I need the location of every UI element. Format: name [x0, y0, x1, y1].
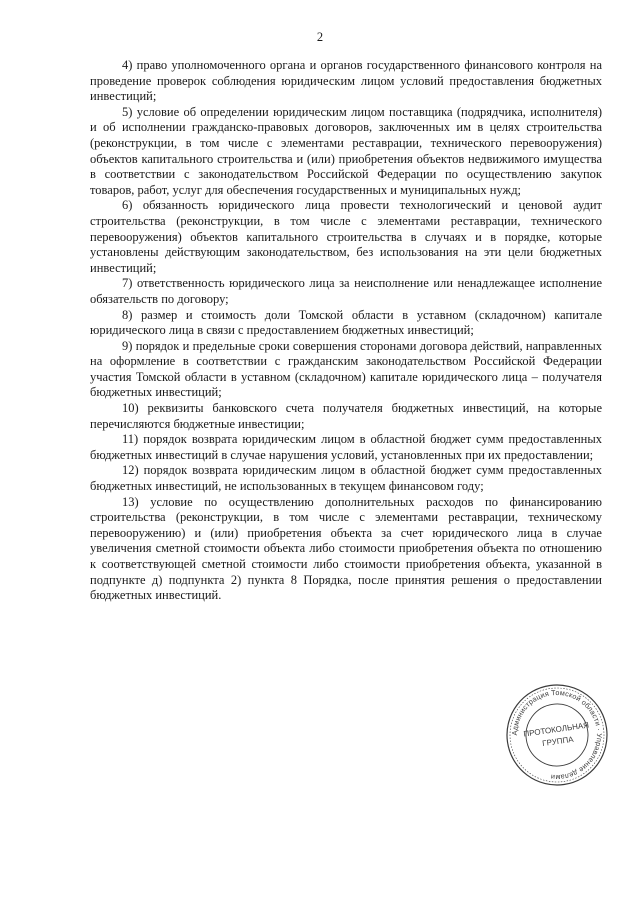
document-body [90, 58, 602, 604]
list-item: 7) ответственность юридического лица за неисполнение или ненадлежащее исполнение обязательств по договору; [90, 276, 602, 306]
list-item: 8) размер и стоимость доли Томской области в уставном (складочном) капитале юридического лица в связи с предоставлением бюджетных инвестиций; [90, 307, 602, 338]
official-stamp-seal [502, 680, 612, 790]
list-item: 9) порядок и предельные сроки совершения сторонами договора действий, направленных на оформление в соответствии с гражданским законодательством Российской Федерации участия Томской области в уставном (складочном) капитале юридического лица – получателя бюджетных инвестиций; [90, 338, 602, 400]
list-item: 5) условие об определении юридическим лицом поставщика (подрядчика, исполнителя) и об исполнении гражданско-правовых договоров, заключенных им в целях строительства (реконструкции, в том числе с элементами реставрации, технического перевооружения) объектов капитального строительства и (или) приобретения объектов недвижимого имущества в соответствии с законодательством Российской Федерации по осуществлению закупок товаров, работ, услуг для обеспечения государственных и муниципальных нужд; [90, 104, 602, 197]
list-item: 13) условие по осуществлению дополнительных расходов по финансированию строительства (реконструкции, в том числе с элементами реставрации, техническому перевооружению) и (или) приобретения объекта за счет юридического лица в случае увеличения сметной стоимости объекта либо стоимости приобретения объекта по отношению к соответствующей сметной стоимости либо стоимости приобретения объекта, указанной в подпункте д) подпункта 2) пункта 8 Порядка, после принятия решения о предоставлении бюджетных инвестиций. [90, 494, 602, 603]
list-item: 11) порядок возврата юридическим лицом в областной бюджет сумм предоставленных бюджетных инвестиций в случае нарушения условий, установленных при их предоставлении; [90, 432, 602, 462]
svg-text:Администрация Томской области: Администрация Томской области · Управление делами [509, 687, 605, 783]
list-item: 12) порядок возврата юридическим лицом в областной бюджет сумм предоставленных бюджетных инвестиций, не использованных в текущем финансовом году; [90, 463, 602, 494]
list-item: 4) право уполномоченного органа и органов государственного финансового контроля на проведение проверок соблюдения юридическим лицом условий предоставления бюджетных инвестиций; [90, 58, 602, 104]
list-item: 6) обязанность юридического лица провести технологический и ценовой аудит строительства (реконструкции, в том числе с элементами реставрации, технического перевооружения) объектов капитального строительства в случаях и в порядке, которые установлены действующим законодательством, без использования на эти цели бюджетных инвестиций; [90, 198, 602, 275]
list-item: 10) реквизиты банковского счета получателя бюджетных инвестиций, на которые перечисляются бюджетные инвестиции; [90, 401, 602, 431]
page-number: 2 [316, 30, 324, 44]
svg-text:ПРОТОКОЛЬНАЯ: ПРОТОКОЛЬНАЯ [522, 720, 590, 739]
svg-text:ГРУППА: ГРУППА [541, 734, 575, 749]
